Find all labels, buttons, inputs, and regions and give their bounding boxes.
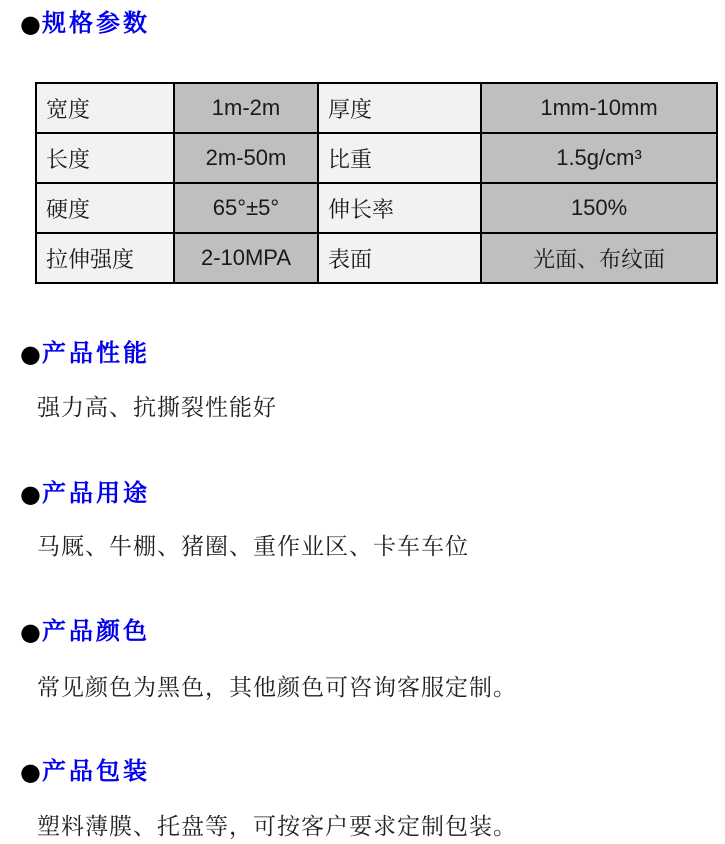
section-title-spec-params: 规格参数: [41, 10, 150, 37]
spec-label-cell: 宽度: [36, 83, 174, 133]
spec-label-cell: 拉伸强度: [36, 233, 174, 283]
section-header-packaging: [20, 757, 150, 787]
bullet-icon: ●: [20, 340, 41, 368]
bullet-icon: ●: [20, 10, 41, 38]
section-body-performance: 强力高、抗撕裂性能好: [37, 395, 277, 420]
section-header-performance: [20, 339, 150, 369]
section-title-performance: 产品性能: [41, 340, 150, 367]
section-body-packaging: 塑料薄膜、托盘等，可按客户要求定制包装。: [37, 814, 517, 839]
spec-label-cell: 伸长率: [318, 183, 481, 233]
spec-label-cell: 长度: [36, 133, 174, 183]
spec-table: [35, 82, 718, 284]
section-title-usage: 产品用途: [41, 480, 150, 507]
spec-table-row: [36, 183, 717, 233]
spec-value-cell: 65°±5°: [174, 183, 318, 233]
spec-value-cell: 2m-50m: [174, 133, 318, 183]
section-header-color: [20, 617, 150, 647]
section-title-packaging: 产品包装: [41, 758, 150, 785]
section-header-spec-params: [20, 9, 150, 39]
section-body-color: 常见颜色为黑色，其他颜色可咨询客服定制。: [37, 675, 517, 700]
spec-table-row: [36, 233, 717, 283]
spec-value-cell: 150%: [481, 183, 717, 233]
spec-table-row: [36, 83, 717, 133]
spec-label-cell: 比重: [318, 133, 481, 183]
bullet-icon: ●: [20, 618, 41, 646]
spec-table-row: [36, 133, 717, 183]
spec-label-cell: 表面: [318, 233, 481, 283]
spec-value-cell: 1m-2m: [174, 83, 318, 133]
bullet-icon: ●: [20, 758, 41, 786]
spec-label-cell: 厚度: [318, 83, 481, 133]
spec-value-cell: 1.5g/cm³: [481, 133, 717, 183]
spec-value-cell: 2-10MPA: [174, 233, 318, 283]
spec-value-cell: 1mm-10mm: [481, 83, 717, 133]
section-body-usage: 马厩、牛棚、猪圈、重作业区、卡车车位: [37, 534, 469, 559]
bullet-icon: ●: [20, 480, 41, 508]
spec-label-cell: 硬度: [36, 183, 174, 233]
spec-value-cell: 光面、布纹面: [481, 233, 717, 283]
section-header-usage: [20, 479, 150, 509]
section-title-color: 产品颜色: [41, 618, 150, 645]
